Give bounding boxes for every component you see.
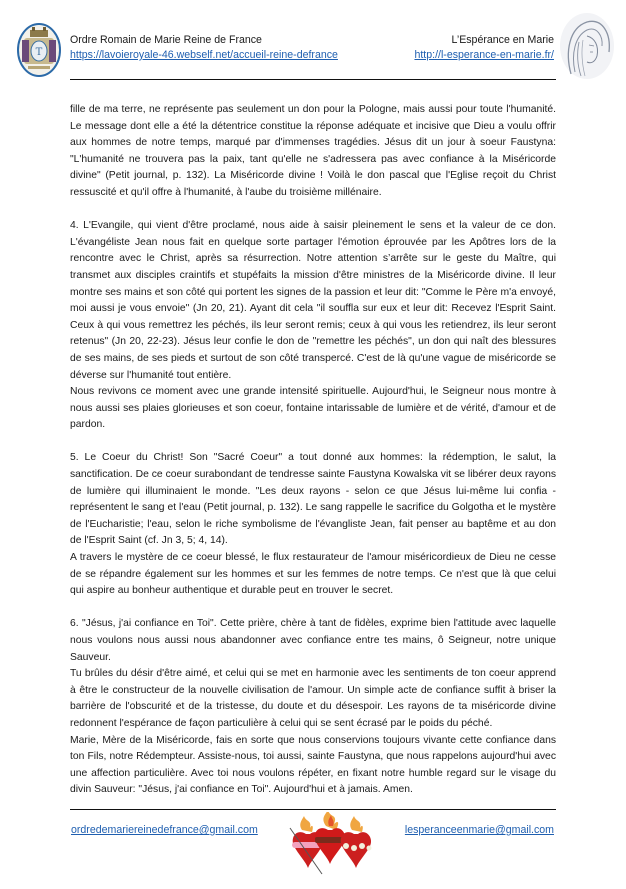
site-email-link[interactable]: lesperanceenmarie@gmail.com: [404, 824, 554, 836]
organization-title: Ordre Romain de Marie Reine de France: [70, 34, 262, 46]
paragraph-intro: fille de ma terre, ne représente pas seulement un don pour la Pologne, mais aussi pour toute l'humanité. Le message dont elle a été la détentrice constitue la réponse adéquate et incisive que Dieu a voulu offrir aux hommes de notre temps, marqué par d'immenses tragédies. Jésus dit un jour à soeur Faustyna: "L'humanité ne trouvera pas la paix, tant qu'elle ne s'adressera pas avec confiance à la Miséricorde divine" (Petit journal, p. 132). La Miséricorde divine ! Voilà le don pascal que l'Eglise reçoit du Christ ressuscité et qu'il offre à l'humanité, à l'aube du troisième millénaire.: [70, 104, 556, 198]
virgin-mary-sketch-icon: [557, 12, 615, 82]
paragraph-spacer: [70, 600, 556, 617]
royal-crest-icon: [16, 22, 62, 78]
paragraph-spacer: [70, 202, 556, 219]
header-left-block: [70, 33, 338, 63]
svg-text:T: T: [35, 47, 43, 58]
paragraph-section-5-continued: A travers le mystère de ce coeur blessé, le flux restaurateur de l'amour miséricordieux de Dieu ne cesse de se répandre également sur les hommes et sur les femmes de notre temps. Ce n'est que là que celui qui aspire au bonheur authentique et durable peut en trouver le secret.: [70, 552, 556, 597]
page-header: [0, 0, 626, 90]
site-title: L’Espérance en Marie: [451, 34, 554, 46]
header-right-block: [414, 33, 554, 63]
paragraph-section-4-continued: Nous revivons ce moment avec une grande intensité spirituelle. Aujourd'hui, le Seigneur nous montre à nous aussi ses plaies glorieuses et son coeur, fontaine intarissable de lumière et de vérité, d'amour et de pardon.: [70, 386, 556, 431]
paragraph-spacer: [70, 434, 556, 451]
page-footer: [0, 810, 626, 889]
header-divider: [70, 79, 556, 80]
document-body: [70, 102, 556, 799]
paragraph-section-4: 4. L'Evangile, qui vient d'être proclamé, nous aide à saisir pleinement le sens et la valeur de ce don. L'évangéliste Jean nous fait en quelque sorte partager l'émotion éprouvée par les Apôtres lors de la rencontre avec le Christ, après sa résurrection. Notre attention s’arrête sur le geste du Maître, qui transmet aux disciples craintifs et stupéfaits la mission d'être ministres de la Miséricorde divine. Il leur montre ses mains et son côté qui portent les signes de la passion et leur dit: "Comme le Père m'a envoyé, moi aussi je vous envoie" (Jn 20, 21). Ayant dit cela "il souffla sur eux et leur dit: Recevez l'Esprit Saint. Ceux à qui vous remettrez les péchés, ils leur seront remis; ceux à qui vous les retiendrez, ils leur seront retenus" (Jn 20, 22-23). Jésus leur confie le don de "remettre les péchés", un don qui naît des blessures de ses mains, de ses pieds et surtout de son côté transpercé. C'est de là qu'une vague de miséricorde se déverse sur l'humanité tout entière.: [70, 220, 556, 381]
paragraph-section-5: 5. Le Coeur du Christ! Son "Sacré Coeur" a tout donné aux hommes: la rédemption, le salut, la sanctification. De ce coeur surabondant de tendresse sainte Faustyna Kowalska vit se libérer deux rayons de lumière qui illuminaient le monde. "Les deux rayons - selon ce que Jésus lui-même lui confia - représentent le sang et l'eau (Petit journal, p. 132). Le sang rappelle le sacrifice du Golgotha et le mystère de l'Eucharistie; l'eau, selon le riche symbolisme de l'évangliste Jean, fait penser au baptême et au don de l'Esprit Saint (cf. Jn 3, 5; 4, 14).: [70, 452, 556, 547]
organization-email-link[interactable]: ordredemariereinedefrance@gmail.com: [71, 824, 258, 836]
site-website-link[interactable]: http://l-esperance-en-marie.fr/: [414, 49, 554, 61]
paragraph-section-6: 6. "Jésus, j'ai confiance en Toi". Cette prière, chère à tant de fidèles, exprime bien l'attitude avec laquelle nous voulons nous aussi nous abandonner avec confiance entre tes mains, ô Seigneur, notre unique Sauveur.: [70, 618, 556, 663]
paragraph-section-6-continued: Tu brûles du désir d'être aimé, et celui qui se met en harmonie avec les sentiments de ton coeur apprend à être le constructeur de la nouvelle civilisation de l'amour. Un simple acte de confiance suffit à briser la barrière de l'obscurité et de la tristesse, du doute et du désespoir. Les rayons de ta miséricorde divine redonnent l'espérance de façon particulière à celui qui se sent écrasé par le poids du péché.: [70, 668, 556, 729]
paragraph-closing-prayer: Marie, Mère de la Miséricorde, fais en sorte que nous conservions toujours vivante cette confiance dans ton Fils, notre Rédempteur. Assiste-nous, toi aussi, sainte Faustyna, que nous rappelons aujourd'hui avec une affection particulière. Avec toi nous voulons répéter, en fixant notre humble regard sur le visage du divin Sauveur: "Jésus, j'ai confiance en Toi". Aujourd'hui et à jamais. Amen.: [70, 734, 556, 796]
three-sacred-hearts-icon: [282, 812, 378, 882]
organization-website-link[interactable]: https://lavoieroyale-46.webself.net/accueil-reine-defrance: [70, 49, 338, 61]
